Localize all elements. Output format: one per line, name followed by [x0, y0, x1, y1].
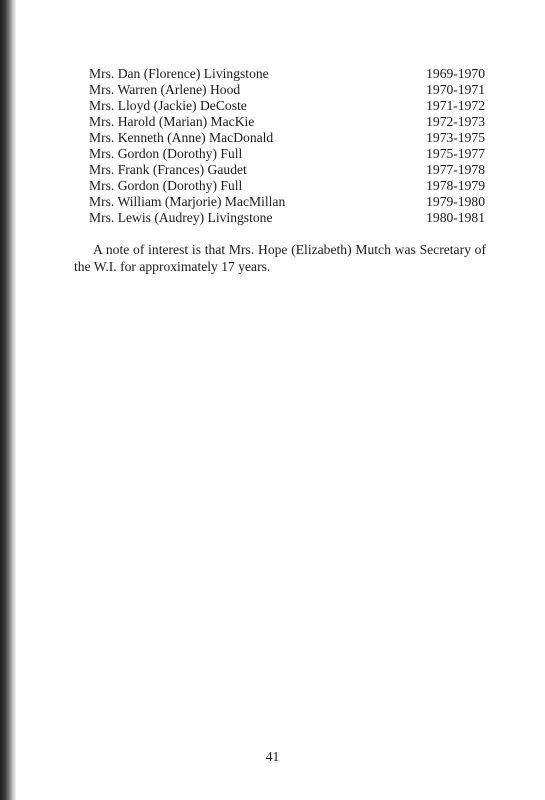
officer-years: 1971-1972: [426, 98, 485, 113]
officer-name: Mrs. Dan (Florence) Livingstone: [89, 66, 269, 81]
officer-row: [89, 82, 485, 98]
officer-years: 1980-1981: [426, 210, 485, 225]
officer-name: Mrs. Gordon (Dorothy) Full: [89, 146, 243, 161]
officer-name: Mrs. Warren (Arlene) Hood: [89, 82, 241, 97]
officer-years: 1979-1980: [426, 194, 485, 209]
officer-row: [89, 210, 485, 226]
officer-name: Mrs. Kenneth (Anne) MacDonald: [89, 130, 274, 145]
officer-row: [89, 194, 485, 210]
page-binding-edge: [0, 0, 16, 800]
officer-years: 1975-1977: [426, 146, 485, 161]
officer-name: Mrs. William (Marjorie) MacMillan: [89, 194, 286, 209]
officer-row: [89, 114, 485, 130]
officer-row: [89, 98, 485, 114]
officer-row: [89, 66, 485, 82]
officer-row: [89, 146, 485, 162]
officer-name: Mrs. Harold (Marian) MacKie: [89, 114, 255, 129]
officer-years: 1978-1979: [426, 178, 485, 193]
officer-row: [89, 162, 485, 178]
officer-name: Mrs. Lloyd (Jackie) DeCoste: [89, 98, 247, 113]
officer-name: Mrs. Frank (Frances) Gaudet: [89, 162, 247, 177]
officer-years: 1973-1975: [426, 130, 485, 145]
officer-years: 1970-1971: [426, 82, 485, 97]
officer-years: 1972-1973: [426, 114, 485, 129]
officer-years: 1969-1970: [426, 66, 485, 81]
officer-name: Mrs. Lewis (Audrey) Livingstone: [89, 210, 273, 225]
note-paragraph: A note of interest is that Mrs. Hope (Elizabeth) Mutch was Secretary of the W.I. for approximately 17 years.: [74, 242, 486, 274]
page-number: 41: [265, 749, 280, 764]
officer-list: [89, 66, 485, 226]
officer-name: Mrs. Gordon (Dorothy) Full: [89, 178, 243, 193]
officer-row: [89, 178, 485, 194]
officer-row: [89, 130, 485, 146]
officer-years: 1977-1978: [426, 162, 485, 177]
